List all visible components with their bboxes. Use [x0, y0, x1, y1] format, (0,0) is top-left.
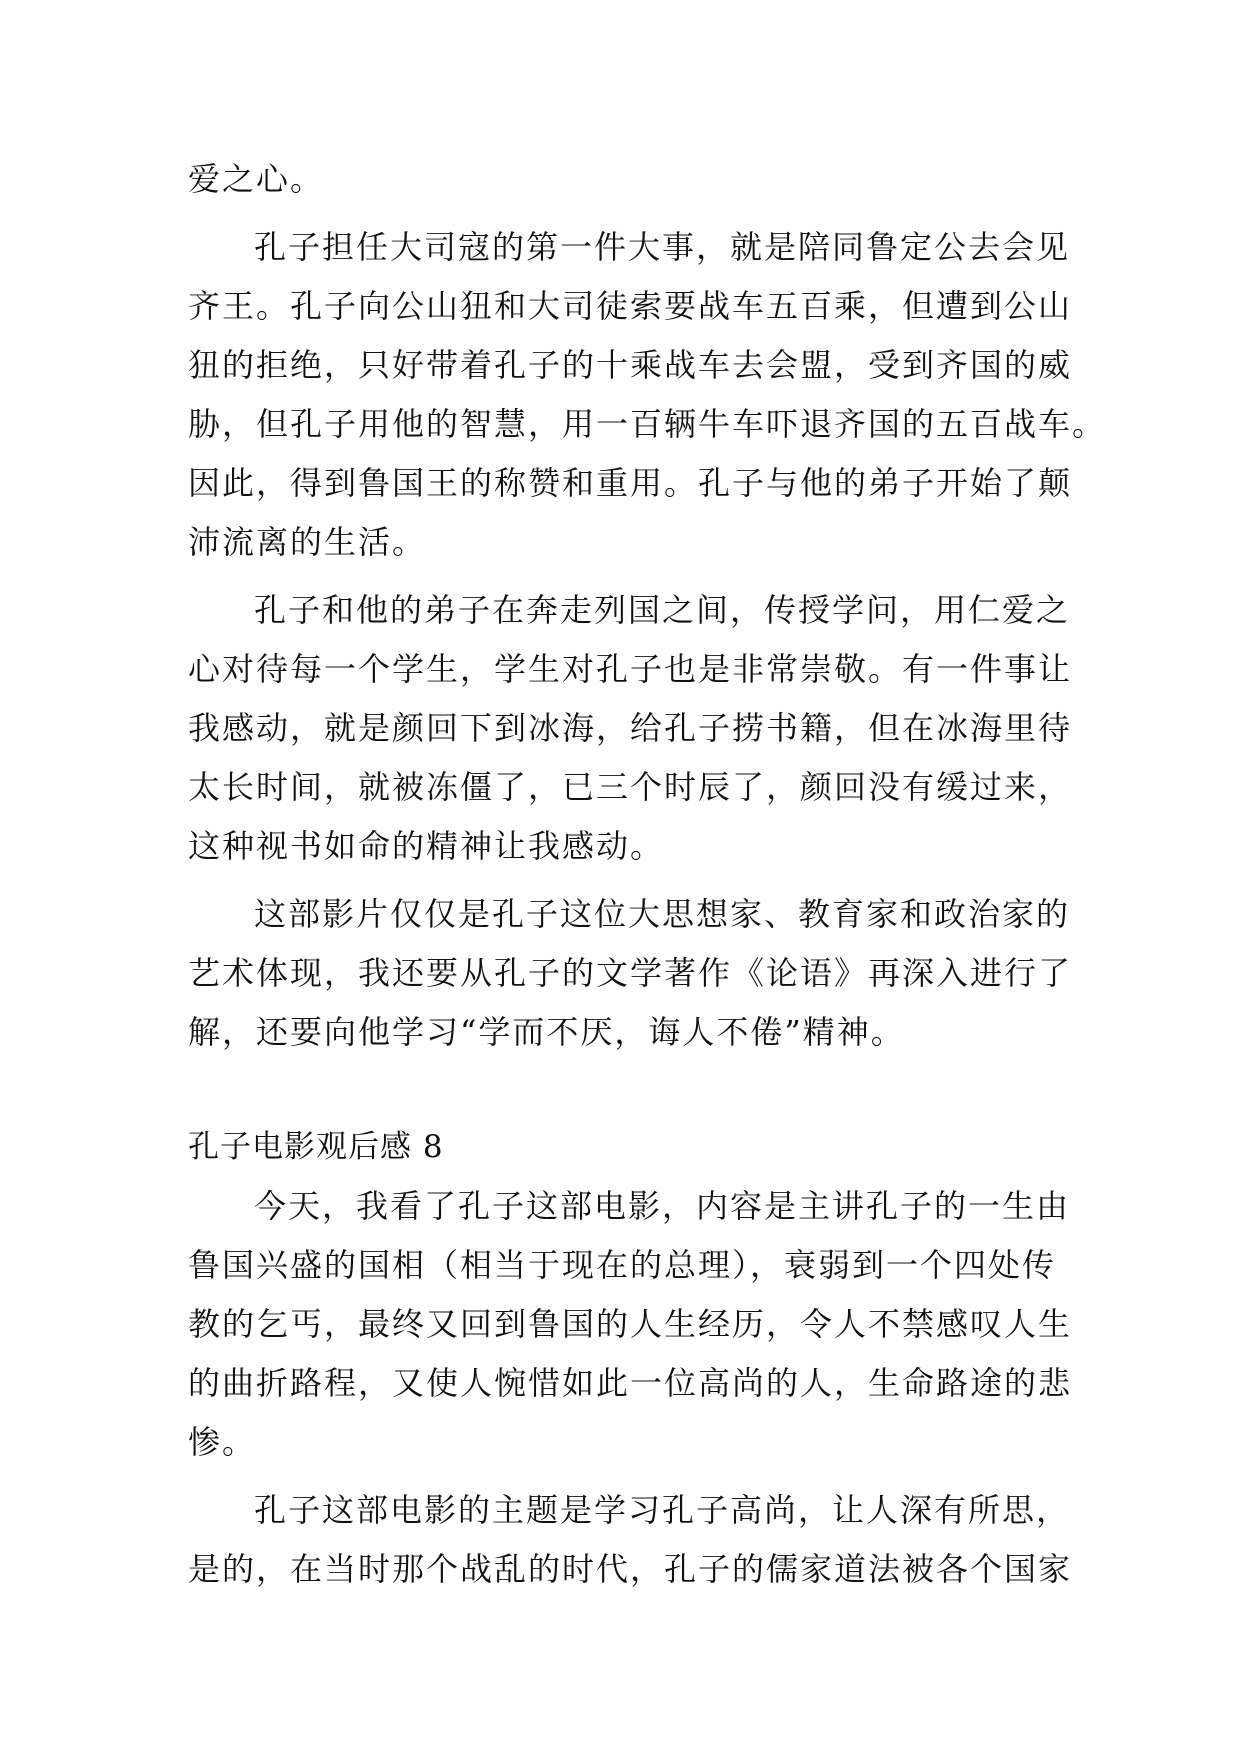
paragraph: [188, 1177, 1073, 1472]
paragraph: [188, 218, 1107, 572]
text-line: 因此，得到鲁国王的称赞和重用。孔子与他的弟子开始了颠: [188, 464, 1073, 502]
text-line: 艺术体现，我还要从孔子的文学著作《论语》再深入进行了: [188, 954, 1073, 992]
text-line: 今天，我看了孔子这部电影，内容是主讲孔子的一生由: [254, 1187, 1071, 1225]
text-line: 鲁国兴盛的国相（相当于现在的总理），衰弱到一个四处传: [188, 1246, 1057, 1284]
text-line: 我感动，就是颜回下到冰海，给孔子捞书籍，但在冰海里待: [188, 709, 1073, 747]
section-gap: [188, 1062, 1060, 1118]
text-line: 爱之心。: [188, 160, 325, 198]
paragraph-gap: [188, 209, 1060, 218]
paragraph-gap: [188, 1472, 1060, 1481]
text-line: 解，还要向他学习“学而不厌，诲人不倦”精神。: [188, 1013, 905, 1051]
text-line: 心对待每一个学生，学生对孔子也是非常崇敬。有一件事让: [188, 650, 1073, 688]
text-line: 这种视书如命的精神让我感动。: [188, 827, 665, 865]
text-line: 沛流离的生活。: [188, 523, 427, 561]
text-line: 教的乞丐，最终又回到鲁国的人生经历，令人不禁感叹人生: [188, 1305, 1073, 1343]
text-line: 这部影片仅仅是孔子这位大思想家、教育家和政治家的: [254, 895, 1071, 933]
paragraph: [188, 1481, 1073, 1599]
paragraph: [188, 581, 1073, 876]
text-line: 孔子这部电影的主题是学习孔子高尚，让人深有所思，: [254, 1491, 1071, 1529]
section-heading: [188, 1118, 1060, 1177]
paragraph-gap: [188, 572, 1060, 581]
paragraph-continuation: [188, 150, 1060, 209]
text-line: 胁，但孔子用他的智慧，用一百辆牛车吓退齐国的五百战车。: [188, 405, 1107, 443]
text-line: 齐王。孔子向公山狃和大司徒索要战车五百乘，但遭到公山: [188, 287, 1073, 325]
document-body: [188, 150, 1107, 1599]
text-line: 的曲折路程，又使人惋惜如此一位高尚的人，生命路途的悲: [188, 1364, 1073, 1402]
text-line: 狃的拒绝，只好带着孔子的十乘战车去会盟，受到齐国的威: [188, 346, 1073, 384]
text-line: 孔子和他的弟子在奔走列国之间，传授学问，用仁爱之: [254, 591, 1071, 629]
text-line: 孔子担任大司寇的第一件大事，就是陪同鲁定公去会见: [254, 228, 1071, 266]
text-line: 太长时间，就被冻僵了，已三个时辰了，颜回没有缓过来，: [188, 768, 1073, 806]
paragraph: [188, 885, 1073, 1062]
paragraph-gap: [188, 876, 1060, 885]
text-line: 是的，在当时那个战乱的时代，孔子的儒家道法被各个国家: [188, 1550, 1073, 1588]
heading-text: 孔子电影观后感 8: [188, 1129, 444, 1165]
text-line: 惨。: [188, 1423, 257, 1461]
